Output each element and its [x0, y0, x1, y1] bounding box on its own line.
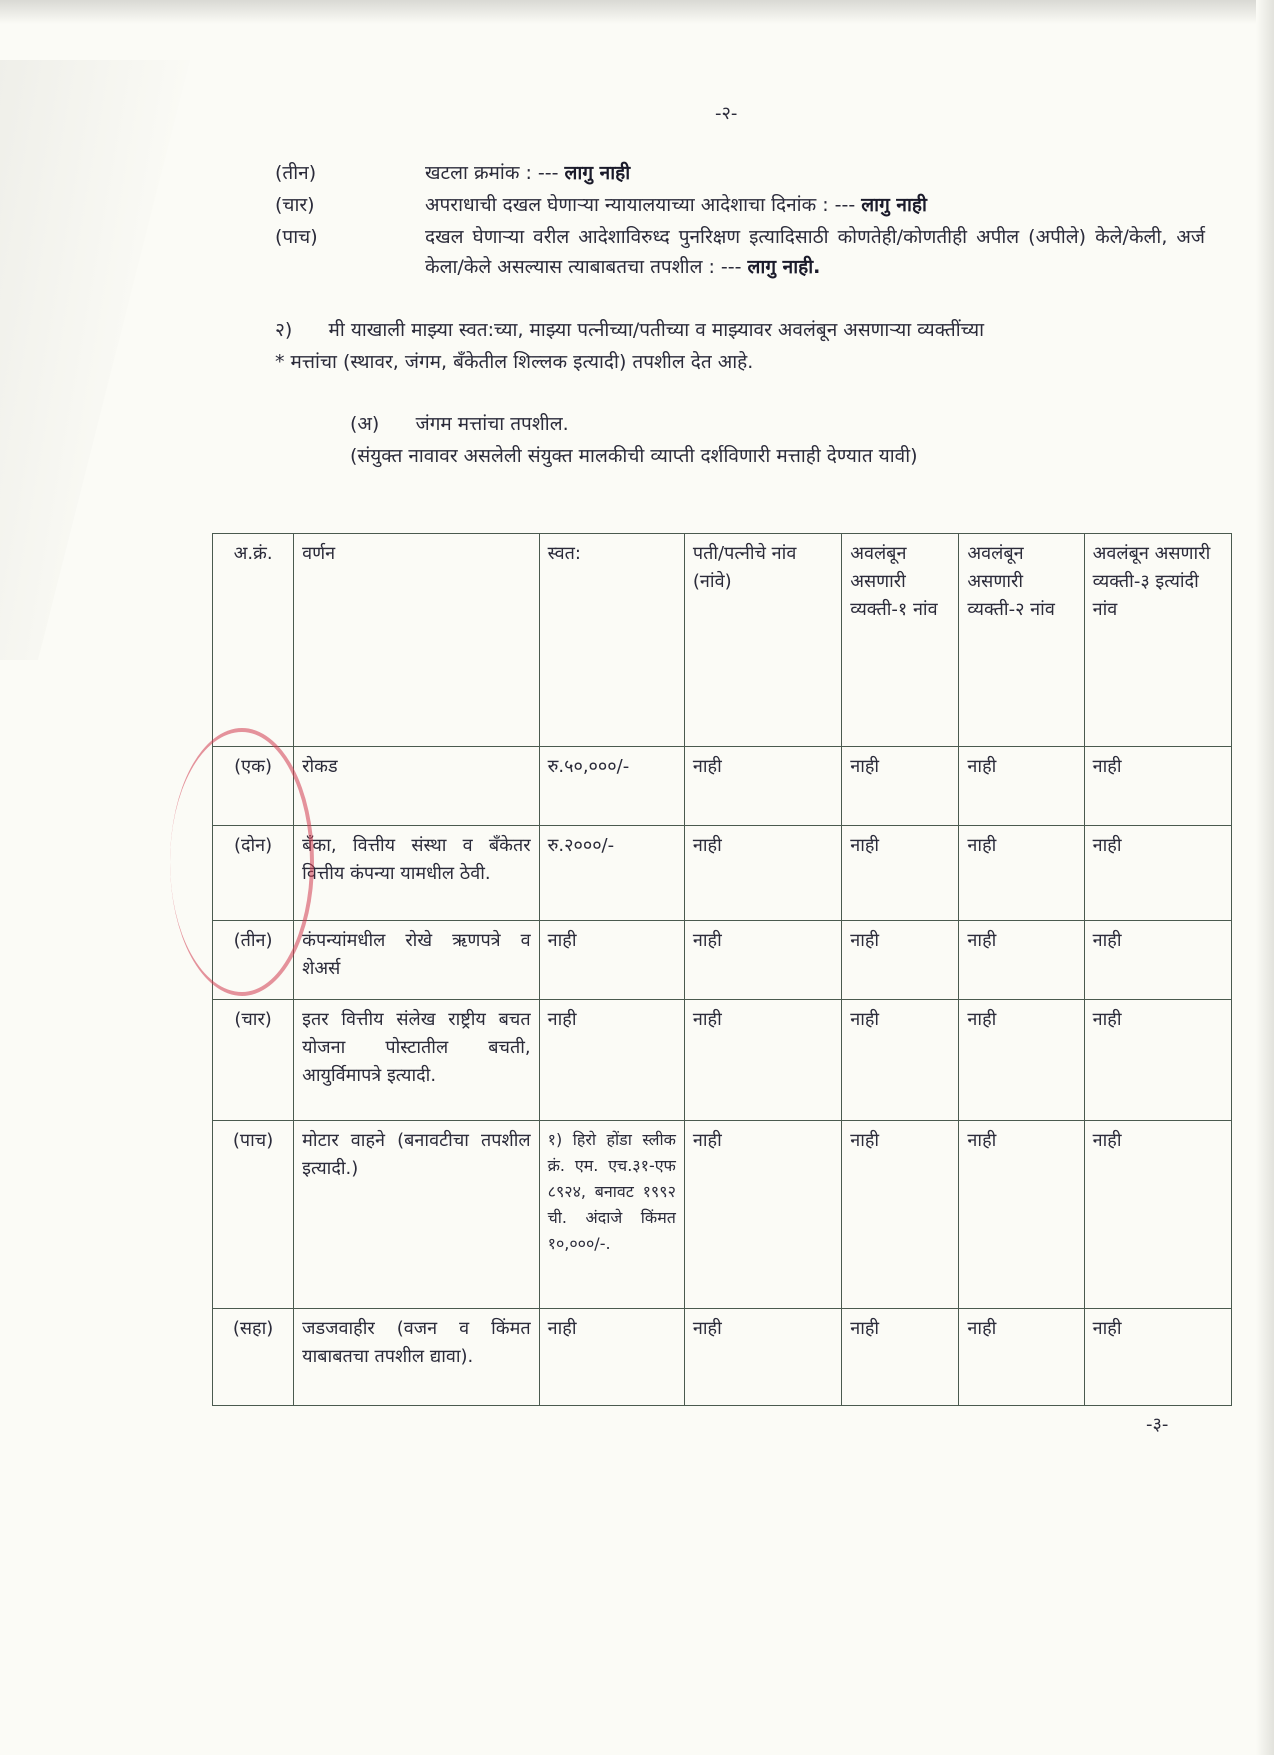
header-dependent-3: अवलंबून असणारी व्यक्ती-३ इत्यांदी नांव	[1084, 534, 1231, 747]
row-dependent-3: नाही	[1084, 747, 1231, 826]
header-self: स्वत:	[539, 534, 684, 747]
item-text	[425, 222, 1205, 282]
item-number: (तीन)	[275, 162, 317, 184]
item-value: लागु नाही.	[747, 256, 821, 278]
header-dependent-1: अवलंबून असणारी व्यक्ती-१ नांव	[842, 534, 959, 747]
row-self: रु.२०००/-	[539, 826, 684, 921]
row-dependent-2: नाही	[959, 1309, 1084, 1406]
row-dependent-2: नाही	[959, 747, 1084, 826]
row-description: बँका, वित्तीय संस्था व बँकेतर वित्तीय कंपन्या यामधील ठेवी.	[294, 826, 539, 921]
movable-assets-table	[212, 533, 1232, 1406]
row-dependent-1: नाही	[842, 826, 959, 921]
row-dependent-3: नाही	[1084, 1000, 1231, 1121]
row-dependent-3: नाही	[1084, 1309, 1231, 1406]
item-label: अपराधाची दखल घेणाऱ्या न्यायालयाच्या आदेशाचा दिनांक : ---	[425, 194, 862, 216]
row-serial: (सहा)	[213, 1309, 294, 1406]
declaration	[275, 314, 1215, 378]
row-spouse: नाही	[684, 1000, 841, 1121]
table-row	[213, 747, 1232, 826]
section-heading	[350, 408, 1230, 472]
row-serial: (दोन)	[213, 826, 294, 921]
section-note: (संयुक्त नावावर असलेली संयुक्त मालकीची व्याप्ती दर्शविणारी मत्ताही देण्यात यावी)	[350, 445, 918, 467]
row-dependent-3: नाही	[1084, 1121, 1231, 1309]
row-self: नाही	[539, 1309, 684, 1406]
row-description: जडजवाहीर (वजन व किंमत याबाबतचा तपशील द्यावा).	[294, 1309, 539, 1406]
item-number: (चार)	[275, 194, 315, 216]
row-self: नाही	[539, 921, 684, 1000]
row-dependent-1: नाही	[842, 1000, 959, 1121]
next-page-number: -३-	[1146, 1414, 1169, 1435]
row-serial: (तीन)	[213, 921, 294, 1000]
declaration-line-2: * मत्तांचा (स्थावर, जंगम, बँकेतील शिल्लक इत्यादी) तपशील देत आहे.	[275, 351, 754, 373]
item-value: लागु नाही	[861, 194, 927, 216]
header-description: वर्णन	[294, 534, 539, 747]
header-serial: अ.क्रं.	[213, 534, 294, 747]
table-header-row	[213, 534, 1232, 747]
table-row	[213, 921, 1232, 1000]
row-serial: (पाच)	[213, 1121, 294, 1309]
row-dependent-2: नाही	[959, 1121, 1084, 1309]
item-four	[275, 190, 1205, 220]
row-description: इतर वित्तीय संलेख राष्ट्रीय बचत योजना पोस्टातील बचती, आयुर्विमापत्रे इत्यादी.	[294, 1000, 539, 1121]
row-dependent-3: नाही	[1084, 826, 1231, 921]
declaration-number: २)	[275, 319, 293, 341]
row-description: कंपन्यांमधील रोखे ऋणपत्रे व शेअर्स	[294, 921, 539, 1000]
item-three	[275, 158, 1205, 188]
table-row	[213, 1000, 1232, 1121]
item-five	[275, 222, 1205, 286]
row-spouse: नाही	[684, 1121, 841, 1309]
item-text	[425, 158, 1205, 188]
row-dependent-2: नाही	[959, 826, 1084, 921]
page-top-edge	[0, 0, 1274, 24]
row-self: १) हिरो होंडा स्लीक क्रं. एम. एच.३१-एफ ८९२४, बनावट १९९२ ची. अंदाजे किंमत १०,०००/-.	[539, 1121, 684, 1309]
page-right-edge	[1256, 0, 1274, 1755]
header-spouse: पती/पत्नीचे नांव (नांवे)	[684, 534, 841, 747]
table-row	[213, 1309, 1232, 1406]
row-dependent-2: नाही	[959, 1000, 1084, 1121]
row-dependent-1: नाही	[842, 921, 959, 1000]
row-dependent-1: नाही	[842, 1309, 959, 1406]
declaration-line-1	[275, 314, 1215, 346]
item-label: दखल घेणाऱ्या वरील आदेशाविरुध्द पुनरिक्षण इत्यादिसाठी कोणतेही/कोणतीही अपील (अपीले) केले/केली, अर्ज केला/केले असल्यास त्याबाबतचा तपशील : ---	[425, 226, 1205, 278]
item-number: (पाच)	[275, 226, 318, 248]
row-dependent-2: नाही	[959, 921, 1084, 1000]
item-label: खटला क्रमांक : ---	[425, 162, 565, 184]
section-title: जंगम मत्तांचा तपशील.	[415, 413, 569, 435]
page-number: -२-	[715, 103, 738, 124]
row-spouse: नाही	[684, 1309, 841, 1406]
page-fold-shadow	[0, 60, 190, 660]
row-dependent-3: नाही	[1084, 921, 1231, 1000]
row-spouse: नाही	[684, 826, 841, 921]
table-row	[213, 826, 1232, 921]
header-dependent-2: अवलंबून असणारी व्यक्ती-२ नांव	[959, 534, 1084, 747]
row-dependent-1: नाही	[842, 1121, 959, 1309]
row-description: मोटार वाहने (बनावटीचा तपशील इत्यादी.)	[294, 1121, 539, 1309]
row-serial: (चार)	[213, 1000, 294, 1121]
row-self: रु.५०,०००/-	[539, 747, 684, 826]
table-row	[213, 1121, 1232, 1309]
row-dependent-1: नाही	[842, 747, 959, 826]
row-serial: (एक)	[213, 747, 294, 826]
notary-stamp	[170, 728, 314, 996]
row-spouse: नाही	[684, 747, 841, 826]
declaration-text: मी याखाली माझ्या स्वत:च्या, माझ्या पत्नीच्या/पतीच्या व माझ्यावर अवलंबून असणाऱ्या व्यक्तींच्या	[328, 319, 985, 341]
row-description: रोकड	[294, 747, 539, 826]
section-label: (अ)	[350, 413, 380, 435]
row-spouse: नाही	[684, 921, 841, 1000]
item-value: लागु नाही	[564, 162, 631, 184]
item-text	[425, 190, 1205, 220]
section-title-line	[350, 408, 1230, 440]
row-self: नाही	[539, 1000, 684, 1121]
